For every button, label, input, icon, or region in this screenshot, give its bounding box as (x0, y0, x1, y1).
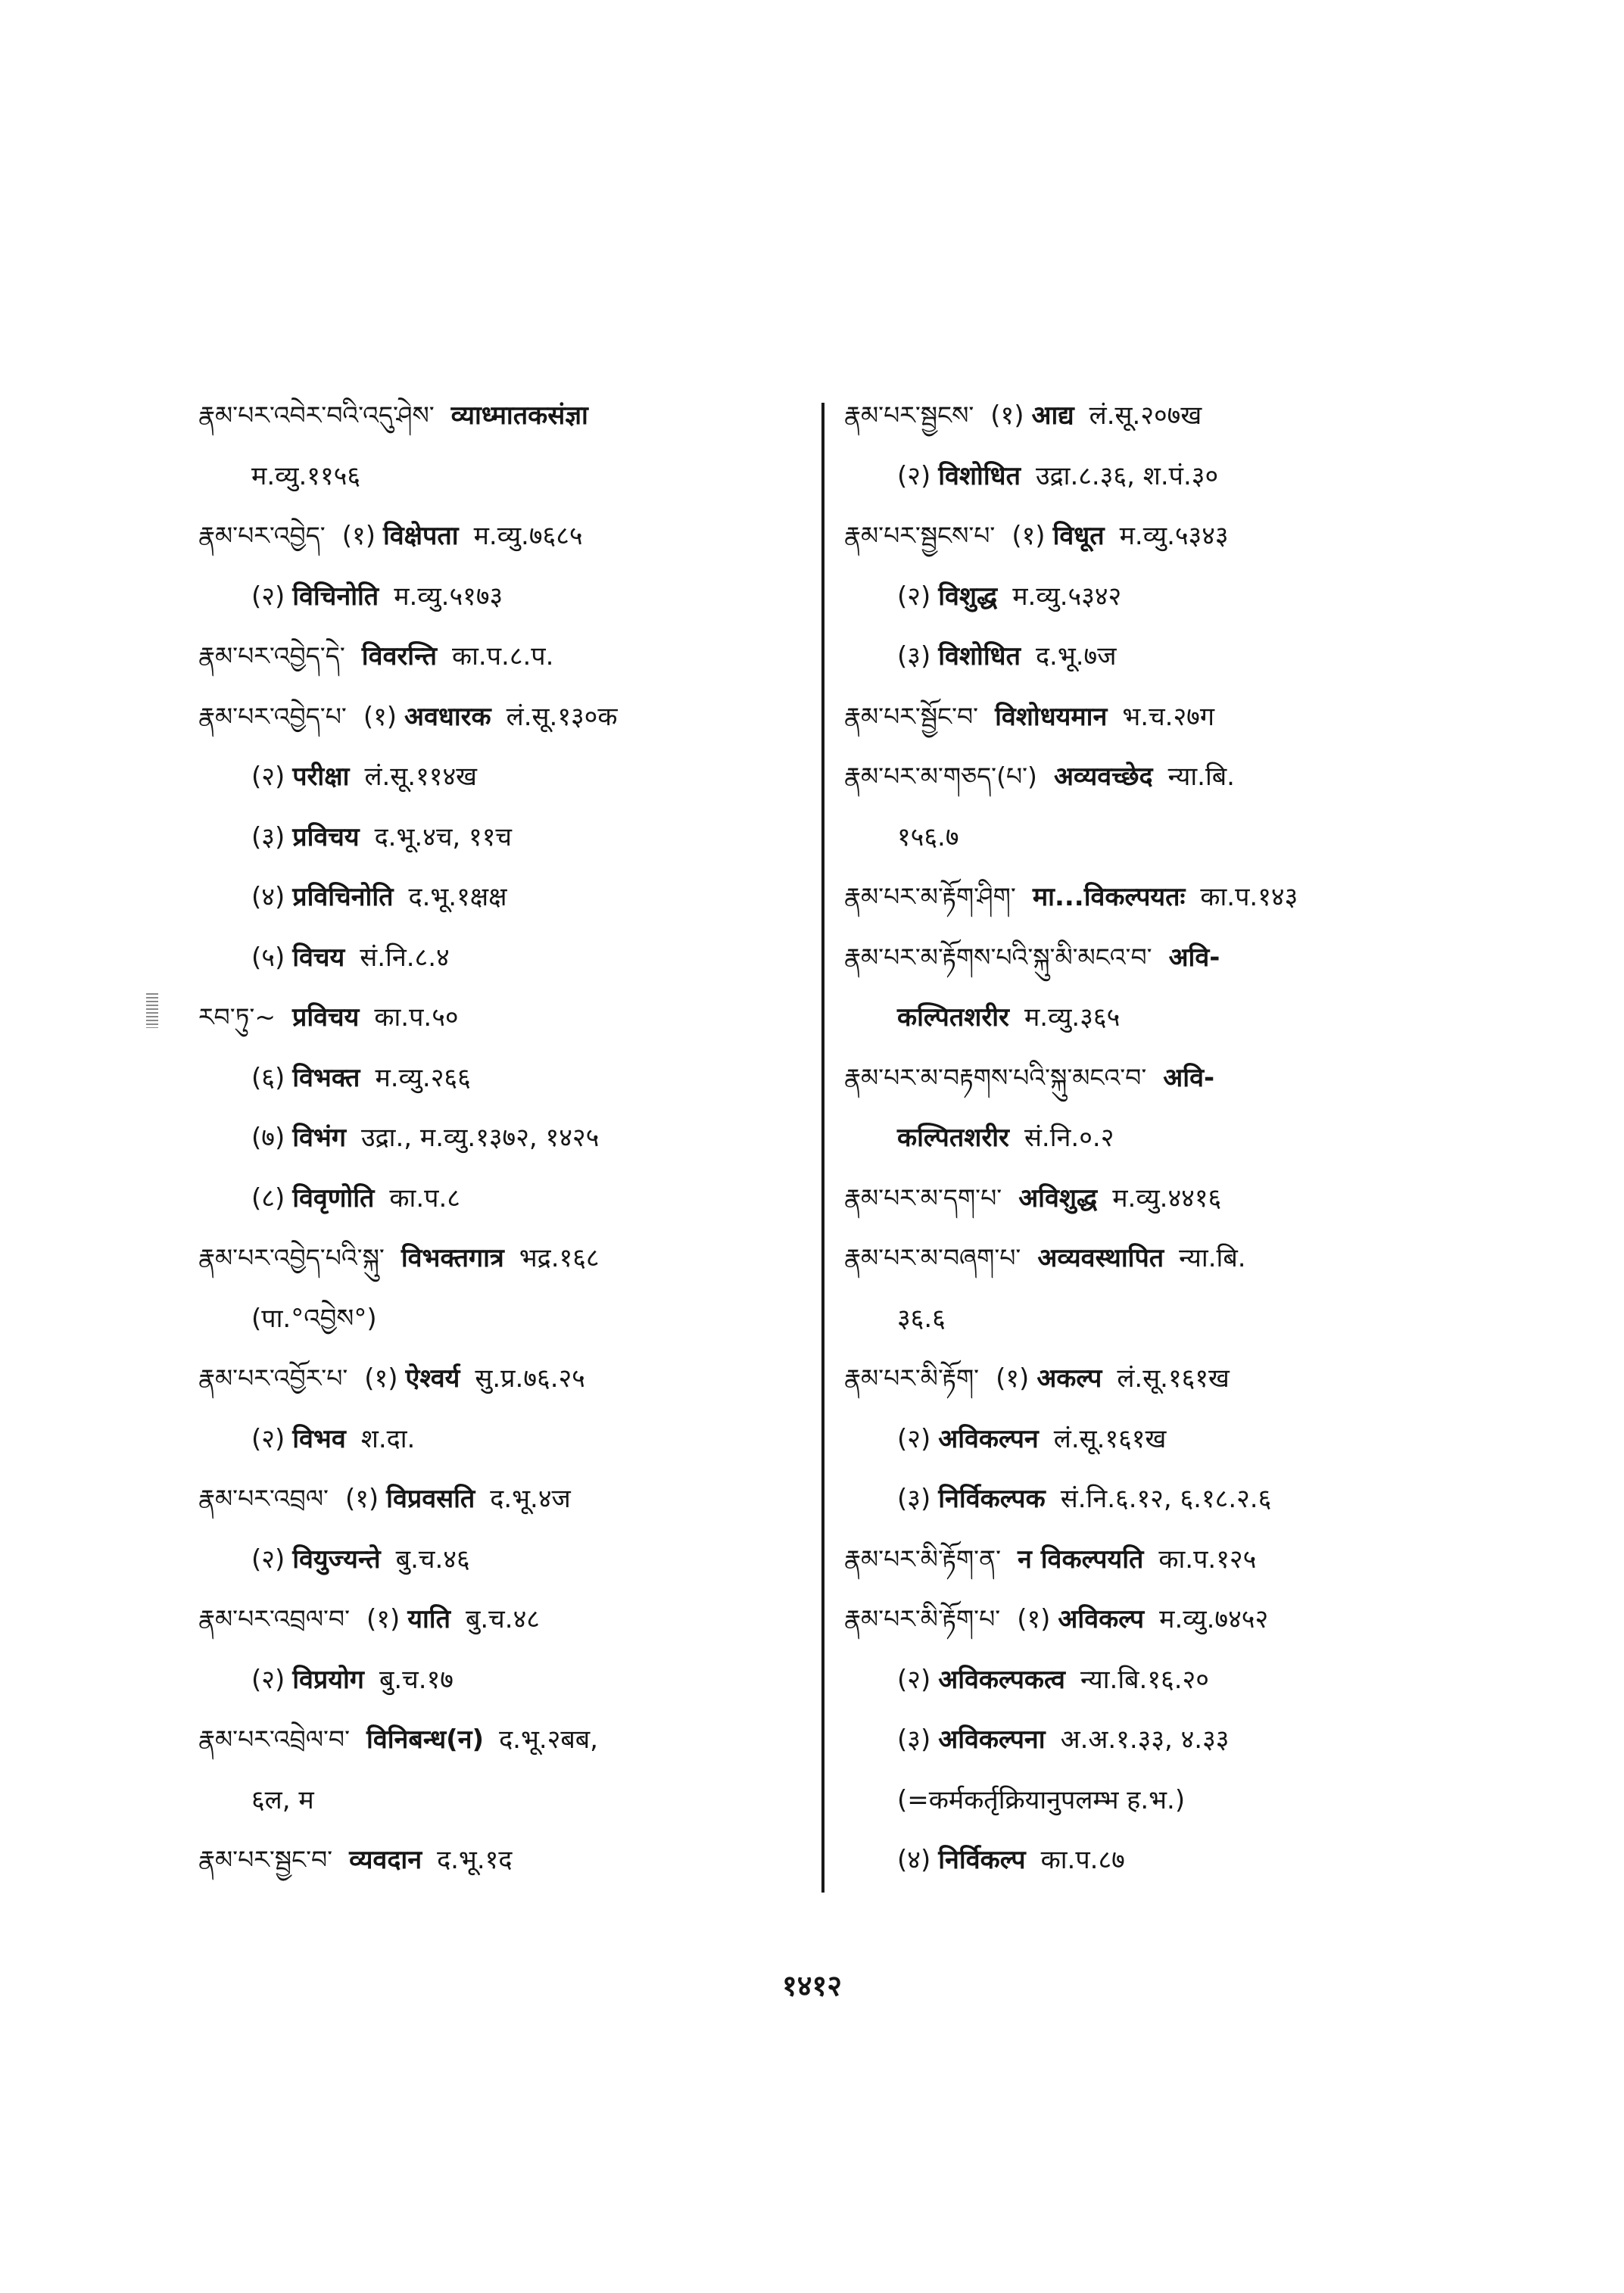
entry-line (198, 1240, 600, 1282)
reference: भ.च.२७ग (1122, 701, 1214, 732)
tibetan-headword: རྣམ་པར་འབྲེལ་བ་ (198, 1724, 351, 1754)
sanskrit-term: ऐश्वर्य (405, 1363, 460, 1394)
entry-line (844, 879, 1298, 921)
reference: बु.च.४८ (465, 1604, 540, 1634)
reference: का.प.८.प. (451, 641, 554, 671)
entry-line (251, 879, 507, 921)
sense-number: (२) (251, 1664, 285, 1695)
sanskrit-term: विशुद्ध (938, 581, 998, 612)
reference: (पा.°འབྱེས°) (251, 1303, 377, 1334)
sense-number: (५) (251, 942, 285, 973)
reference: ३६.६ (897, 1303, 946, 1334)
tibetan-headword: རྣམ་པར་འབྱེད་པ་ (198, 701, 347, 731)
sanskrit-term: अविकल्प (1058, 1604, 1145, 1634)
sense-number: (१) (990, 400, 1024, 431)
entry-line (897, 819, 959, 861)
sanskrit-term: विभक्तगात्र (401, 1243, 504, 1273)
reference: (=कर्मकर्तृक्रियानुपलम्भ ह.भ.) (897, 1784, 1186, 1815)
entry-line (897, 1782, 1185, 1824)
sanskrit-term: विभक्त (292, 1062, 360, 1093)
sense-number: (१) (344, 1484, 379, 1514)
tibetan-headword: རྣམ་པར་མ་གཅད་(པ་) (844, 762, 1037, 791)
entry-line (844, 1180, 1221, 1223)
sanskrit-term: प्रविचय (291, 1002, 360, 1033)
entry-line (844, 1601, 1268, 1643)
sense-number: (२) (897, 581, 931, 612)
reference: द.भू.१क्षक्ष (408, 882, 507, 912)
page-number: १४१२ (781, 1969, 843, 2002)
sense-number: (१) (341, 521, 376, 551)
reference: म.व्यु.७४५२ (1159, 1604, 1269, 1634)
reference: का.प.८ (389, 1182, 460, 1213)
entry-line (897, 1120, 1114, 1162)
sense-number: (३) (897, 641, 931, 671)
tibetan-headword: རྣམ་པར་སྦྱངས་ (844, 400, 974, 430)
entry-line (844, 699, 1214, 741)
reference: उद्रा., म.व्यु.१३७२, १४२५ (360, 1123, 600, 1153)
sanskrit-term: विनिबन्ध(न) (366, 1724, 485, 1755)
reference: अ.अ.१.३३, ४.३३ (1060, 1724, 1230, 1755)
sanskrit-term: प्रविचय (292, 821, 360, 852)
reference: सं.नि.८.४ (360, 942, 450, 973)
reference: द.भू.१द (437, 1845, 513, 1875)
sense-number: (१) (1011, 521, 1046, 551)
sanskrit-term: विक्षेपता (382, 521, 459, 551)
reference: म.व्यु.४४१६ (1112, 1182, 1222, 1213)
tibetan-headword: རྣམ་པར་སྦྱང་བ་ (198, 1845, 333, 1874)
reference: का.प.८७ (1040, 1845, 1125, 1875)
sanskrit-term: विवरन्ति (361, 641, 437, 671)
reference: बु.च.४६ (395, 1544, 470, 1575)
sanskrit-term: कल्पितशरीर (897, 1123, 1009, 1153)
entry-line (897, 1481, 1271, 1523)
entry-line (251, 759, 477, 801)
sense-number: (४) (251, 882, 285, 912)
scan-smudge (146, 993, 158, 1028)
tibetan-headword: རྣམ་པར་འབྲལ་བ་ (198, 1604, 351, 1634)
reference: सु.प्र.७६.२५ (475, 1363, 585, 1394)
entry-line (897, 1842, 1125, 1884)
entry-line (251, 1782, 314, 1824)
sanskrit-term: वियुज्यन्ते (292, 1544, 381, 1575)
column-divider (821, 403, 824, 1893)
sanskrit-term: विभव (292, 1423, 346, 1454)
reference: का.प.१४३ (1200, 882, 1298, 912)
sanskrit-term: विचय (292, 942, 345, 973)
tibetan-headword: རྣམ་པར་སྦྱོང་བ་ (844, 701, 979, 731)
sanskrit-term: विशोधित (938, 641, 1021, 671)
reference: सं.नि.६.१२, ६.१८.२.६ (1060, 1484, 1272, 1514)
tibetan-headword: རྣམ་པར་མི་རྟོག་པ་ (844, 1604, 1001, 1634)
sanskrit-term: विप्रवसति (386, 1484, 475, 1514)
tibetan-headword: རྣམ་པར་འབེར་བའི་འདུ་ཤེས་ (198, 400, 435, 430)
reference: द.भू.४च, ११च (374, 821, 512, 852)
reference: म.व्यु.५३४२ (1012, 581, 1122, 612)
reference: द.भू.४ज (490, 1484, 571, 1514)
sanskrit-term: मा...विकल्पयतः (1032, 882, 1186, 912)
entry-line (251, 1301, 377, 1343)
reference: १५६.७ (897, 821, 959, 852)
sense-number: (१) (364, 1363, 398, 1394)
reference: म.व्यु.७६८५ (473, 521, 583, 551)
entry-line (198, 397, 603, 440)
reference: का.प.१२५ (1158, 1544, 1257, 1575)
reference: म.व्यु.५१७३ (394, 581, 503, 612)
reference: श.दा. (360, 1423, 416, 1454)
sense-number: (३) (897, 1484, 931, 1514)
entry-line (844, 518, 1229, 560)
entry-line (251, 578, 503, 621)
reference: म.व्यु.११५६ (251, 460, 361, 491)
sense-number: (१) (366, 1604, 401, 1634)
tibetan-headword: རྣམ་པར་འབྲལ་ (198, 1484, 329, 1513)
entry-line (251, 458, 360, 500)
entry-line (844, 397, 1202, 440)
sanskrit-term: विचिनोति (292, 581, 379, 612)
tibetan-headword: རྣམ་པར་འབྱེད་དེ་ (198, 641, 345, 671)
sense-number: (२) (251, 1544, 285, 1575)
entry-line (251, 1421, 415, 1463)
tibetan-headword: རྣམ་པར་འབྱེད་པའི་སྐུ་ (198, 1243, 385, 1273)
tibetan-headword: རྣམ་པར་མི་རྟོག་ན་ (844, 1544, 1002, 1574)
sense-number: (२) (897, 1423, 931, 1454)
entry-line (844, 759, 1235, 801)
tibetan-headword: རྣམ་པར་འབྱེད་ (198, 521, 326, 550)
sanskrit-term: अव्यवस्थापित (1037, 1243, 1164, 1273)
tibetan-headword: རྣམ་པར་མི་རྟོག་ (844, 1363, 980, 1393)
sanskrit-term: निर्विकल्प (938, 1845, 1026, 1875)
entry-line (844, 1360, 1230, 1403)
reference: बु.च.१७ (379, 1664, 454, 1695)
sanskrit-term: न विकल्पयति (1018, 1544, 1144, 1575)
sanskrit-term: व्यवदान (349, 1845, 422, 1875)
entry-line (251, 819, 512, 861)
entry-line (251, 939, 450, 982)
sense-number: (१) (1017, 1604, 1051, 1634)
sanskrit-term: अवि- (1168, 942, 1220, 973)
entry-line (198, 1360, 585, 1403)
entry-line (198, 1721, 598, 1764)
sanskrit-term: अवधारक (404, 701, 491, 732)
sanskrit-term: परीक्षा (292, 762, 350, 792)
sanskrit-term: विवृणोति (292, 1182, 375, 1213)
sanskrit-term: अविशुद्ध (1018, 1182, 1098, 1213)
sanskrit-term: विप्रयोग (292, 1664, 364, 1695)
reference: ६ल, म (251, 1784, 314, 1815)
sanskrit-term: विशोधित (938, 460, 1021, 491)
sanskrit-term: विधूत (1052, 521, 1105, 551)
reference: लं.सू.१६१ख (1053, 1423, 1167, 1454)
sense-number: (८) (251, 1182, 285, 1213)
entry-line (198, 699, 617, 741)
entry-line (897, 638, 1116, 681)
sense-number: (२) (251, 1423, 285, 1454)
sense-number: (२) (897, 1664, 931, 1695)
reference: द.भू.७ज (1035, 641, 1117, 671)
entry-line (897, 578, 1121, 621)
sense-number: (६) (251, 1062, 285, 1093)
sanskrit-term: विशोधयमान (995, 701, 1108, 732)
entry-line (897, 458, 1218, 500)
reference: लं.सू.२०७ख (1089, 400, 1202, 431)
reference: न्या.बि.१६.२० (1080, 1664, 1209, 1695)
tibetan-headword: རྣམ་པར་མ་རྟོགས་པའི་སྐུ་མི་མངའ་བ་ (844, 942, 1152, 972)
sanskrit-term: विभंग (292, 1123, 346, 1153)
entry-line (198, 1601, 540, 1643)
sanskrit-term: अविकल्पकत्व (938, 1664, 1065, 1695)
tibetan-headword: རྣམ་པར་མ་བཞག་པ་ (844, 1243, 1021, 1273)
sanskrit-term: आद्य (1031, 400, 1074, 431)
entry-line (897, 1301, 946, 1343)
sanskrit-term: अकल्प (1036, 1363, 1102, 1394)
reference: म.व्यु.२६६ (375, 1062, 471, 1093)
entry-line (844, 939, 1235, 982)
sanskrit-term: निर्विकल्पक (938, 1484, 1046, 1514)
reference: द.भू.२बब, (499, 1724, 598, 1755)
reference: म.व्यु.३६५ (1024, 1002, 1121, 1033)
sanskrit-term: अवि- (1163, 1062, 1215, 1093)
entry-line (198, 1481, 571, 1523)
entry-line (897, 1421, 1166, 1463)
sense-number: (४) (897, 1845, 931, 1875)
entry-line (251, 1120, 599, 1162)
entry-line (897, 1662, 1209, 1704)
sanskrit-term: अव्यवच्छेद (1053, 762, 1153, 792)
sense-number: (२) (897, 460, 931, 491)
sense-number: (१) (996, 1363, 1030, 1394)
reference: लं.सू.११४ख (364, 762, 477, 792)
entry-line (844, 1060, 1230, 1102)
sense-number: (२) (251, 762, 285, 792)
sense-number: (३) (897, 1724, 931, 1755)
reference: सं.नि.०.२ (1024, 1123, 1114, 1153)
reference: म.व्यु.५३४३ (1119, 521, 1229, 551)
entry-line (897, 1721, 1229, 1764)
tibetan-headword: རྣམ་པར་མ་དག་པ་ (844, 1182, 1002, 1213)
entry-line (897, 999, 1120, 1042)
entry-line (198, 999, 459, 1042)
sanskrit-term: प्रविचिनोति (292, 882, 394, 912)
tibetan-headword: རབ་ཏུ་~ (198, 1002, 276, 1032)
entry-line (198, 1842, 512, 1884)
tibetan-headword: རྣམ་པར་སྦྱངས་པ་ (844, 521, 996, 550)
tibetan-headword: རྣམ་པར་མ་བརྟགས་པའི་སྐུ་མངའ་བ་ (844, 1062, 1147, 1092)
sense-number: (१) (363, 701, 397, 732)
sanskrit-term: कल्पितशरीर (897, 1002, 1009, 1033)
sense-number: (७) (251, 1123, 285, 1153)
tibetan-headword: རྣམ་པར་མ་རྟོག་ཤིག་ (844, 882, 1016, 911)
reference: लं.सू.१६१ख (1117, 1363, 1230, 1394)
entry-line (198, 638, 553, 681)
entry-line (844, 1240, 1246, 1282)
sanskrit-term: व्याध्मातकसंज्ञा (450, 400, 588, 431)
sanskrit-term: अविकल्पना (938, 1724, 1046, 1755)
reference: उद्रा.८.३६, श.पं.३० (1035, 460, 1219, 491)
reference: न्या.बि. (1167, 762, 1235, 792)
entry-line (251, 1180, 460, 1223)
reference: भद्र.१६८ (519, 1243, 600, 1273)
entry-line (198, 518, 583, 560)
sanskrit-term: अविकल्पन (938, 1423, 1039, 1454)
sanskrit-term: याति (407, 1604, 450, 1634)
reference: का.प.५० (374, 1002, 459, 1033)
reference: न्या.बि. (1179, 1243, 1246, 1273)
reference: लं.सू.१३०क (506, 701, 618, 732)
entry-line (844, 1541, 1256, 1584)
entry-line (251, 1060, 471, 1102)
entry-line (251, 1541, 470, 1584)
sense-number: (२) (251, 581, 285, 612)
entry-line (251, 1662, 454, 1704)
sense-number: (३) (251, 821, 285, 852)
tibetan-headword: རྣམ་པར་འབྱོར་པ་ (198, 1363, 348, 1393)
